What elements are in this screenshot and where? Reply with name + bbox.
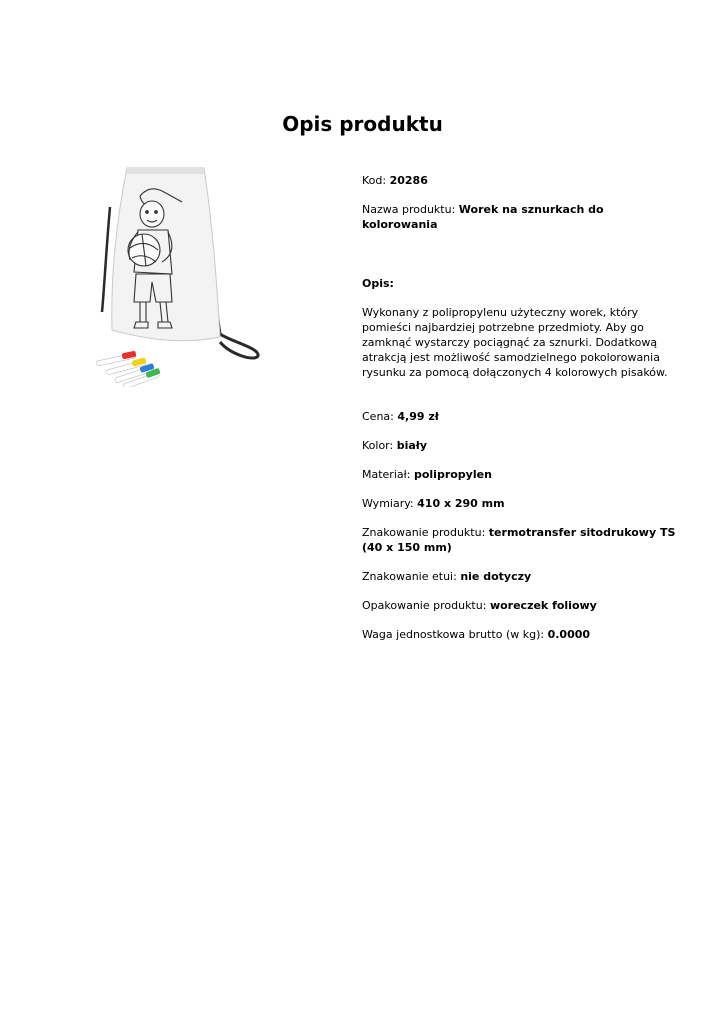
product-name-label: Nazwa produktu: bbox=[362, 203, 456, 216]
packaging-value: woreczek foliowy bbox=[489, 599, 597, 612]
description-text: Wykonany z polipropylenu użyteczny worek, który pomieści najbardziej potrzebne przedmioty. Aby go zamknąć wystarczy pociągnąć za sznurki. Dodatkową atrakcją jest możliwość samodzielnego pokolorowania rysunku za pomocą dołączonych 4 kolorowych pisaków. bbox=[362, 306, 668, 379]
page-title: Opis produktu bbox=[282, 112, 443, 136]
weight-row bbox=[362, 627, 677, 642]
material-value: polipropylen bbox=[413, 468, 492, 481]
product-name-value: Worek na sznurkach do kolorowania bbox=[362, 203, 604, 231]
packaging-row bbox=[362, 598, 677, 613]
description-heading: Opis: bbox=[362, 277, 394, 290]
price-label: Cena: bbox=[362, 410, 394, 423]
color-value: biały bbox=[396, 439, 428, 452]
product-details bbox=[362, 173, 677, 642]
color-label: Kolor: bbox=[362, 439, 394, 452]
weight-value: 0.0000 bbox=[547, 628, 591, 641]
case-branding-row bbox=[362, 569, 677, 584]
product-code-value: 20286 bbox=[389, 174, 428, 187]
case-branding-value: nie dotyczy bbox=[460, 570, 532, 583]
material-row bbox=[362, 467, 677, 482]
branding-value: termotransfer sitodrukowy TS (40 x 150 mm) bbox=[362, 526, 676, 554]
product-code-row bbox=[362, 173, 677, 188]
dimensions-label: Wymiary: bbox=[362, 497, 414, 510]
price-value: 4,99 zł bbox=[397, 410, 439, 423]
material-label: Materiał: bbox=[362, 468, 411, 481]
packaging-label: Opakowanie produktu: bbox=[362, 599, 487, 612]
dimensions-value: 410 x 290 mm bbox=[417, 497, 505, 510]
product-image bbox=[92, 162, 272, 387]
branding-row bbox=[362, 525, 677, 555]
case-branding-label: Znakowanie etui: bbox=[362, 570, 457, 583]
product-name-row bbox=[362, 202, 677, 232]
dimensions-row bbox=[362, 496, 677, 511]
color-row bbox=[362, 438, 677, 453]
weight-label: Waga jednostkowa brutto (w kg): bbox=[362, 628, 545, 641]
price-row bbox=[362, 409, 677, 424]
branding-label: Znakowanie produktu: bbox=[362, 526, 486, 539]
product-code-label: Kod: bbox=[362, 174, 387, 187]
